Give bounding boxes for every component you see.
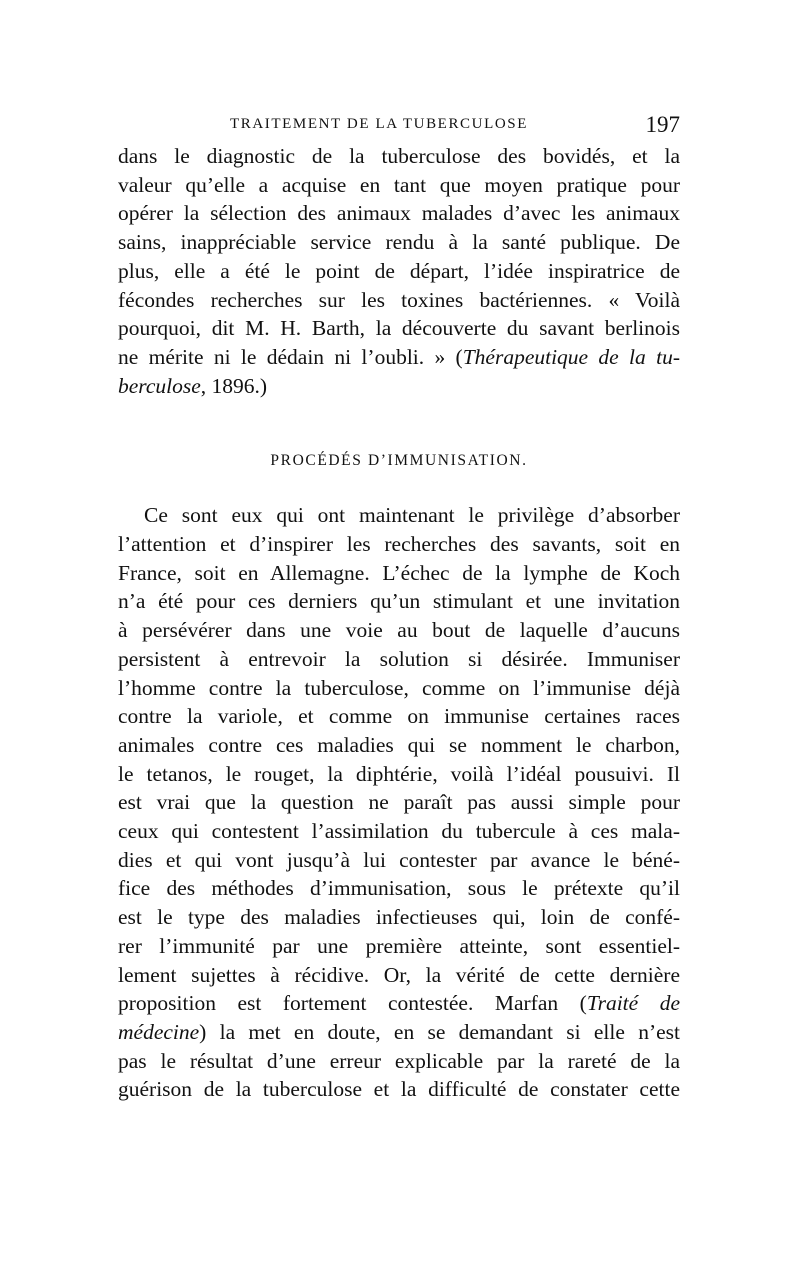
text-line: rer l’immunité par une première atteinte, sont essentiel- bbox=[118, 933, 680, 958]
text-line bbox=[118, 343, 680, 372]
text-run: ne mérite ni le dédain ni l’oubli. » ( bbox=[118, 344, 463, 369]
text-line: à persévérer dans une voie au bout de laquelle d’aucuns bbox=[118, 618, 680, 643]
citation-title: berculose bbox=[118, 373, 201, 398]
text-line: Ce sont eux qui ont maintenant le privilège d’absorber bbox=[144, 503, 680, 528]
citation-title: médecine bbox=[118, 1019, 200, 1044]
paragraph-immunisation bbox=[118, 501, 680, 1104]
text-line: pourquoi, dit M. H. Barth, la découverte du savant berlinois bbox=[118, 316, 680, 341]
text-line: France, soit en Allemagne. L’échec de la lymphe de Koch bbox=[118, 560, 680, 585]
text-line: plus, elle a été le point de départ, l’idée inspiratrice de bbox=[118, 258, 680, 283]
paragraph-continued bbox=[118, 142, 680, 400]
text-line: fécondes recherches sur les toxines bactériennes. « Voilà bbox=[118, 287, 680, 312]
text-line: persistent à entrevoir la solution si désirée. Immuniser bbox=[118, 646, 680, 671]
running-title: TRAITEMENT DE LA TUBERCULOSE bbox=[230, 116, 528, 132]
text-run: , 1896.) bbox=[200, 373, 268, 398]
running-head bbox=[118, 112, 680, 142]
text-line: opérer la sélection des animaux malades d’avec les animaux bbox=[118, 201, 680, 226]
text-run: proposition est fortement contestée. Marfan ( bbox=[118, 991, 587, 1016]
text-line bbox=[118, 989, 680, 1018]
text-line: pas le résultat d’une erreur explicable par la rareté de la bbox=[118, 1048, 680, 1073]
text-line: est le type des maladies infectieuses qui, loin de confé- bbox=[118, 905, 680, 930]
text-line: l’homme contre la tuberculose, comme on l’immunise déjà bbox=[118, 675, 680, 700]
text-line: dies et qui vont jusqu’à lui contester par avance le béné- bbox=[118, 847, 680, 872]
text-line: n’a été pour ces derniers qu’un stimulant et une invitation bbox=[118, 589, 680, 614]
text-run: ) la met en doute, en se demandant si elle n’est bbox=[199, 1019, 680, 1044]
text-line: est vrai que la question ne paraît pas aussi simple pour bbox=[118, 790, 680, 815]
text-line: l’attention et d’inspirer les recherches des savants, soit en bbox=[118, 532, 680, 557]
section-title: PROCÉDÉS D’IMMUNISATION. bbox=[270, 452, 528, 470]
text-line: le tetanos, le rouget, la diphtérie, voilà l’idéal pousuivi. Il bbox=[118, 761, 680, 786]
book-page bbox=[118, 112, 680, 1104]
text-line: contre la variole, et comme on immunise certaines races bbox=[118, 704, 680, 729]
page-number: 197 bbox=[645, 112, 680, 137]
text-line: ceux qui contestent l’assimilation du tubercule à ces mala- bbox=[118, 819, 680, 844]
text-line: valeur qu’elle a acquise en tant que moyen pratique pour bbox=[118, 172, 680, 197]
text-line: sains, inappréciable service rendu à la santé publique. De bbox=[118, 230, 680, 255]
citation-title: Thérapeutique de la tu- bbox=[462, 344, 680, 369]
text-line: animales contre ces maladies qui se nomment le charbon, bbox=[118, 732, 680, 757]
text-line: fice des méthodes d’immunisation, sous le prétexte qu’il bbox=[118, 876, 680, 901]
text-line: lement sujettes à récidive. Or, la vérité de cette dernière bbox=[118, 962, 680, 987]
text-line bbox=[118, 1018, 680, 1047]
text-line: guérison de la tuberculose et la difficulté de constater cette bbox=[118, 1077, 680, 1102]
text-line: dans le diagnostic de la tuberculose des bovidés, et la bbox=[118, 144, 680, 168]
citation-title: Traité de bbox=[586, 991, 681, 1016]
text-line bbox=[118, 372, 680, 401]
